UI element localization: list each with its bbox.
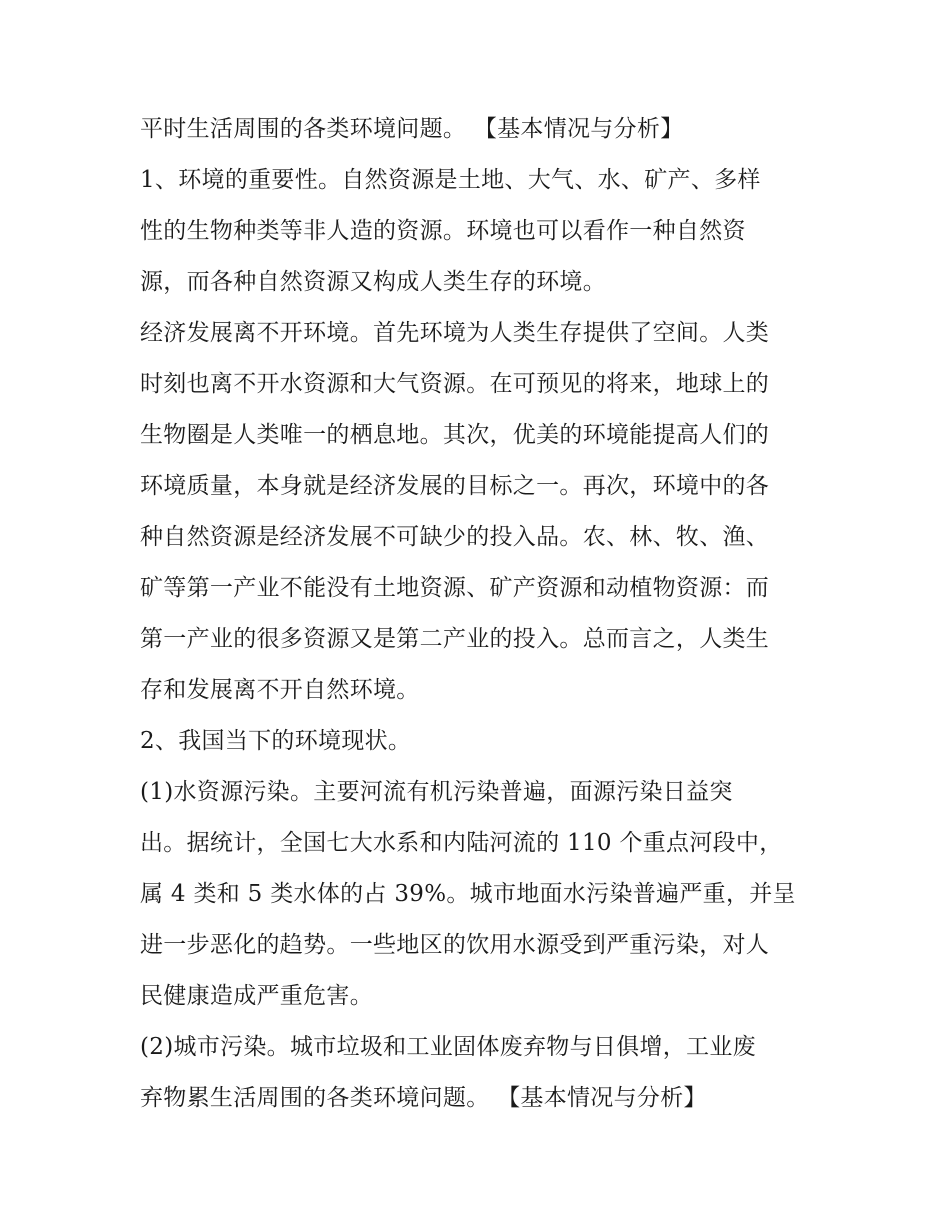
text-line: 进一步恶化的趋势。一些地区的饮用水源受到严重污染，对人 xyxy=(140,932,770,958)
text-line: 经济发展离不开环境。首先环境为人类生存提供了空间。人类 xyxy=(140,320,770,346)
text-line: 种自然资源是经济发展不可缺少的投入品。农、林、牧、渔、 xyxy=(140,524,770,550)
text-line: 存和发展离不开自然环境。 xyxy=(140,677,420,703)
text-line: 第一产业的很多资源又是第二产业的投入。总而言之，人类生 xyxy=(140,626,770,652)
text-line: 1、环境的重要性。自然资源是土地、大气、水、矿产、多样 xyxy=(140,167,761,193)
text-line: (1)水资源污染。主要河流有机污染普遍，面源污染日益突 xyxy=(140,779,733,805)
text-line: 属 4 类和 5 类水体的占 39%。城市地面水污染普遍严重，并呈 xyxy=(140,881,796,907)
text-line: 2、我国当下的环境现状。 xyxy=(140,728,412,754)
text-line: 时刻也离不开水资源和大气资源。在可预见的将来，地球上的 xyxy=(140,371,770,397)
text-line: 性的生物种类等非人造的资源。环境也可以看作一种自然资 xyxy=(140,218,746,244)
text-line: 平时生活周围的各类环境问题。 【基本情况与分析】 xyxy=(140,116,684,142)
text-line: 源，而各种自然资源又构成人类生存的环境。 xyxy=(140,269,606,295)
text-line: 环境质量，本身就是经济发展的目标之一。再次，环境中的各 xyxy=(140,473,770,499)
text-line: (2)城市污染。城市垃圾和工业固体废弃物与日俱增，工业废 xyxy=(140,1034,756,1060)
text-line: 矿等第一产业不能没有土地资源、矿产资源和动植物资源：而 xyxy=(140,575,770,601)
text-line: 生物圈是人类唯一的栖息地。其次，优美的环境能提高人们的 xyxy=(140,422,770,448)
text-line: 弃物累生活周围的各类环境问题。 【基本情况与分析】 xyxy=(140,1085,707,1111)
text-line: 民健康造成严重危害。 xyxy=(140,983,373,1009)
text-line: 出。据统计，全国七大水系和内陆河流的 110 个重点河段中， xyxy=(140,830,783,856)
body-text xyxy=(140,104,830,1124)
